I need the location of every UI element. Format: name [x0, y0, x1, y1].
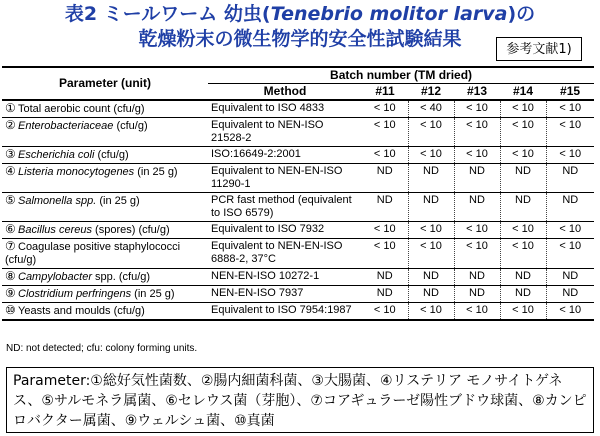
value-cell: < 10 — [500, 147, 546, 164]
param-name: Campylobacter — [18, 271, 92, 283]
param-unit: (in 25 g) — [134, 166, 178, 178]
param-number: ⑨ — [5, 286, 16, 300]
param-cell — [2, 193, 208, 222]
param-unit: spp. (cfu/g) — [91, 271, 151, 283]
value-cell: < 10 — [546, 222, 594, 239]
table-body — [2, 100, 594, 320]
param-cell — [2, 164, 208, 193]
value-cell: < 10 — [454, 147, 500, 164]
param-number: ⑩ — [5, 303, 16, 317]
value-cell: < 10 — [408, 222, 454, 239]
param-number: ⑤ — [5, 193, 16, 207]
value-cell: ND — [500, 269, 546, 286]
parameter-legend-box: Parameter:①総好気性菌数、②腸内細菌科菌、③大腸菌、④リステリア モノサイトゲネス、⑤サルモネラ属菌、⑥セレウス菌（芽胞）、⑦コアギュラーゼ陽性ブドウ球菌、⑧カンピロバクター属菌、⑨ウェルシュ菌、⑩真菌 — [6, 367, 594, 433]
param-name: Listeria monocytogenes — [18, 166, 135, 178]
table-row — [2, 164, 594, 193]
table-row — [2, 193, 594, 222]
param-name: Enterobacteriaceae — [18, 120, 114, 132]
value-cell: ND — [546, 286, 594, 303]
param-number: ⑧ — [5, 269, 16, 283]
param-cell — [2, 239, 208, 269]
batch-header: Batch number (TM dried) — [208, 67, 594, 84]
param-header: Parameter (unit) — [2, 67, 208, 100]
footnote: ND: not detected; cfu: colony forming units. — [6, 343, 198, 354]
value-cell: < 10 — [362, 147, 408, 164]
method-cell: ISO:16649-2:2001 — [208, 147, 362, 164]
table-row — [2, 147, 594, 164]
method-cell: Equivalent to ISO 4833 — [208, 100, 362, 118]
value-cell: < 10 — [362, 100, 408, 118]
value-cell: ND — [546, 193, 594, 222]
title-suffix: )の — [507, 3, 536, 25]
value-cell: < 10 — [362, 118, 408, 147]
value-cell: < 10 — [454, 100, 500, 118]
value-cell: < 10 — [454, 118, 500, 147]
value-cell: ND — [454, 164, 500, 193]
param-number: ⑦ — [5, 239, 16, 253]
title-prefix: 表2 ミールワーム 幼虫( — [64, 3, 271, 25]
results-table — [2, 66, 594, 321]
value-cell: ND — [362, 193, 408, 222]
value-cell: < 10 — [454, 239, 500, 269]
param-unit: (cfu/g) — [110, 305, 145, 317]
method-header: Method — [208, 84, 362, 101]
value-cell: ND — [500, 286, 546, 303]
value-cell: ND — [454, 286, 500, 303]
method-cell: Equivalent to NEN-EN-ISO 6888-2, 37°C — [208, 239, 362, 269]
param-cell — [2, 286, 208, 303]
param-number: ④ — [5, 164, 16, 178]
value-cell: < 10 — [500, 303, 546, 321]
value-cell: < 10 — [362, 222, 408, 239]
method-cell: Equivalent to NEN-ISO 21528-2 — [208, 118, 362, 147]
value-cell: < 10 — [546, 303, 594, 321]
value-cell: ND — [408, 269, 454, 286]
value-cell: ND — [362, 164, 408, 193]
param-cell — [2, 222, 208, 239]
value-cell: < 10 — [500, 222, 546, 239]
param-number: ① — [5, 101, 16, 115]
value-cell: ND — [454, 193, 500, 222]
value-cell: ND — [362, 269, 408, 286]
value-cell: < 10 — [408, 118, 454, 147]
table-row — [2, 269, 594, 286]
param-cell — [2, 269, 208, 286]
value-cell: ND — [454, 269, 500, 286]
page-title-line1 — [0, 2, 600, 26]
value-cell: < 10 — [546, 100, 594, 118]
value-cell: < 10 — [500, 100, 546, 118]
param-unit: (cfu/g) — [113, 120, 148, 132]
param-unit: (cfu/g) — [5, 254, 37, 266]
param-number: ② — [5, 118, 16, 132]
param-name: Coagulase positive staphylococci — [18, 241, 181, 253]
value-cell: < 10 — [500, 239, 546, 269]
value-cell: < 40 — [408, 100, 454, 118]
param-cell — [2, 100, 208, 118]
value-cell: < 10 — [454, 222, 500, 239]
table-row — [2, 303, 594, 321]
value-cell: ND — [408, 193, 454, 222]
method-cell: NEN-EN-ISO 7937 — [208, 286, 362, 303]
value-cell: < 10 — [408, 239, 454, 269]
param-unit: (cfu/g) — [110, 103, 145, 115]
value-cell: ND — [408, 286, 454, 303]
method-cell: Equivalent to NEN-EN-ISO 11290-1 — [208, 164, 362, 193]
method-cell: PCR fast method (equivalent to ISO 6579) — [208, 193, 362, 222]
method-cell: NEN-EN-ISO 10272-1 — [208, 269, 362, 286]
value-cell: ND — [362, 286, 408, 303]
param-unit: (spores) (cfu/g) — [91, 224, 170, 236]
batch-col-header: #15 — [546, 84, 594, 101]
param-unit: (in 25 g) — [131, 288, 175, 300]
param-cell — [2, 147, 208, 164]
title-species: Tenebrio molitor larva — [270, 3, 508, 25]
param-name: Total aerobic count — [18, 103, 111, 115]
table-row — [2, 239, 594, 269]
param-name: Salmonella spp. — [18, 195, 97, 207]
value-cell: ND — [408, 164, 454, 193]
param-unit: (cfu/g) — [94, 149, 129, 161]
param-name: Clostridium perfringens — [18, 288, 132, 300]
value-cell: < 10 — [362, 303, 408, 321]
batch-col-header: #13 — [454, 84, 500, 101]
value-cell: < 10 — [500, 118, 546, 147]
value-cell: ND — [500, 164, 546, 193]
param-name: Bacillus cereus — [18, 224, 92, 236]
table-row — [2, 286, 594, 303]
batch-col-header: #11 — [362, 84, 408, 101]
table-row — [2, 222, 594, 239]
value-cell: ND — [546, 269, 594, 286]
reference-box: 参考文献1) — [496, 37, 582, 61]
batch-col-header: #14 — [500, 84, 546, 101]
value-cell: < 10 — [454, 303, 500, 321]
value-cell: ND — [546, 164, 594, 193]
param-cell — [2, 118, 208, 147]
param-name: Escherichia coli — [18, 149, 95, 161]
param-number: ③ — [5, 147, 16, 161]
param-name: Yeasts and moulds — [18, 305, 111, 317]
method-cell: Equivalent to ISO 7954:1987 — [208, 303, 362, 321]
batch-col-header: #12 — [408, 84, 454, 101]
value-cell: < 10 — [408, 303, 454, 321]
table-row — [2, 100, 594, 118]
value-cell: < 10 — [546, 239, 594, 269]
param-number: ⑥ — [5, 222, 16, 236]
value-cell: < 10 — [362, 239, 408, 269]
value-cell: < 10 — [408, 147, 454, 164]
method-cell: Equivalent to ISO 7932 — [208, 222, 362, 239]
param-unit: (in 25 g) — [96, 195, 140, 207]
value-cell: < 10 — [546, 118, 594, 147]
page-title-line2: 乾燥粉末の微生物学的安全性試験結果 — [138, 28, 462, 50]
param-cell — [2, 303, 208, 321]
value-cell: < 10 — [546, 147, 594, 164]
value-cell: ND — [500, 193, 546, 222]
table-row — [2, 118, 594, 147]
